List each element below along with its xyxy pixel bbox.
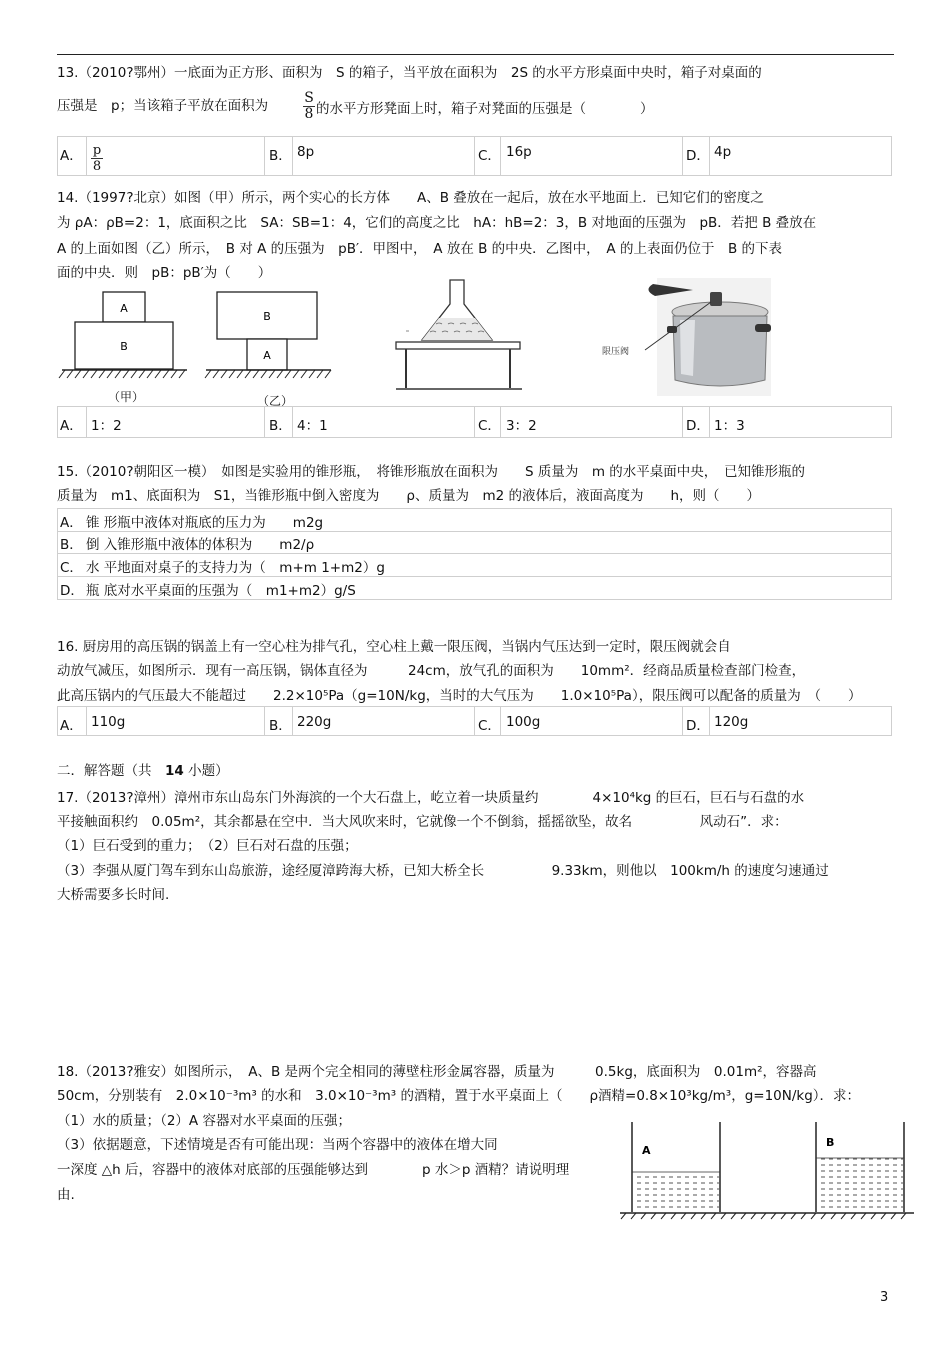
- q13-line2-b: 的水平方形凳面上时，箱子对凳面的压强是（ ）: [316, 101, 654, 117]
- q13-options: [57, 136, 892, 176]
- fig-jia-caption: （甲）: [108, 390, 145, 404]
- q16-option-c-value[interactable]: 100g: [506, 714, 541, 730]
- q15-option-b-text: 倒 入锥形瓶中液体的体积为 m2/ρ: [86, 537, 315, 553]
- q13-frac-num: S: [304, 90, 314, 106]
- q16-option-b-value[interactable]: 220g: [297, 714, 332, 730]
- q15-option-c-label: C．: [60, 560, 83, 576]
- figure-conical-flask: [392, 276, 527, 394]
- q14-option-a-label[interactable]: A．: [60, 418, 83, 434]
- q16-option-d-label[interactable]: D．: [686, 718, 710, 734]
- yi-label-a: A: [263, 349, 271, 362]
- q18-line1: 18.（2013?雅安）如图所示， A、B 是两个完全相同的薄壁柱形金属容器，质量为 0.5kg，底面积为 0.01m²，容器高: [57, 1064, 817, 1080]
- q13-line1: 13.（2010?鄂州）一底面为正方形、面积为 S 的箱子，当平放在面积为 2S 的水平方形桌面中央时，箱子对桌面的: [57, 65, 762, 81]
- q15-option-c-text: 水 平地面对桌子的支持力为（ m+m 1+m2）g: [86, 560, 385, 576]
- container-a-water: [633, 1172, 719, 1212]
- q16-option-a-label[interactable]: A．: [60, 718, 83, 734]
- q13-option-c-value[interactable]: 16p: [506, 144, 532, 160]
- top-rule: [57, 54, 894, 55]
- table-top: [396, 342, 520, 349]
- q17-line4: （3）李强从厦门驾车到东山岛旅游，途经厦漳跨海大桥，已知大桥全长 9.33km，则他以 100km/h 的速度匀速通过: [57, 863, 829, 879]
- figure-containers: [620, 1120, 915, 1222]
- q15-option-a-label: A．: [60, 515, 83, 531]
- q15-option-d-text: 瓶 底对水平桌面的压强为（ m1+m2）g/S: [86, 583, 356, 599]
- q14-line4: 面的中央．则 pB：pB′为（ ）: [57, 265, 272, 281]
- q16-option-d-value[interactable]: 120g: [714, 714, 749, 730]
- section2-prefix: 二．解答题（共: [57, 763, 165, 779]
- container-b-label: B: [826, 1136, 835, 1149]
- q15-option-a-text: 锥 形瓶中液体对瓶底的压力为 m2g: [86, 515, 324, 531]
- q14-option-a-value[interactable]: 1：2: [91, 418, 122, 434]
- valve-label: 限压阀: [602, 347, 630, 357]
- q13-option-d-value[interactable]: 4p: [714, 144, 732, 160]
- q16-option-b-label[interactable]: B．: [269, 718, 292, 734]
- q14-line1: 14.（1997?北京）如图（甲）所示，两个实心的长方体 A、B 叠放在一起后，放在水平地面上．已知它们的密度之: [57, 190, 764, 206]
- q14-line3: A 的上面如图（乙）所示， B 对 A 的压强为 pB′．甲图中， A 放在 B 的中央．乙图中， A 的上表面仍位于 B 的下表: [57, 241, 782, 257]
- q13-option-d-label[interactable]: D．: [686, 148, 710, 164]
- q13-line2-a: 压强是 p；当该箱子平放在面积为: [57, 98, 269, 114]
- q18-line6: 由.: [57, 1187, 75, 1203]
- q18-line3: （1）水的质量；（2）A 容器对水平桌面的压强；: [57, 1113, 351, 1129]
- q18-line2: 50cm，分别装有 2.0×10⁻³m³ 的水和 3.0×10⁻³m³ 的酒精，置于水平桌面上（ ρ酒精=0.8×10³kg/m³，g=10N/kg）．求：: [57, 1088, 861, 1104]
- q14-option-b-value[interactable]: 4：1: [297, 418, 328, 434]
- q16-option-c-label[interactable]: C．: [478, 718, 501, 734]
- container-b-alcohol: [817, 1158, 903, 1212]
- q17-line5: 大桥需要多长时间.: [57, 887, 170, 903]
- section2-heading: [57, 762, 229, 780]
- q14-option-b-label[interactable]: B．: [269, 418, 292, 434]
- figure-yi: [203, 286, 338, 406]
- q13-optA-num: p: [92, 143, 102, 158]
- page-number: 3: [880, 1290, 889, 1305]
- section2-count: 14: [165, 763, 184, 779]
- q13-option-b-value[interactable]: 8p: [297, 144, 315, 160]
- q15-option-a[interactable]: [57, 508, 892, 532]
- q18-line4: （3）依据题意，下述情境是否有可能出现：当两个容器中的液体在增大同: [57, 1137, 498, 1153]
- q13-option-a-label[interactable]: A．: [60, 148, 83, 164]
- q16-line1: 16. 厨房用的高压锅的锅盖上有一空心柱为排气孔，空心柱上戴一限压阀，当锅内气压达到一定时，限压阀就会自: [57, 639, 731, 655]
- q14-option-c-value[interactable]: 3：2: [506, 418, 537, 434]
- valve-shape: [710, 292, 722, 306]
- q13-option-b-label[interactable]: B．: [269, 148, 292, 164]
- q14-line2: 为 ρA：ρB=2：1，底面积之比 SA：SB=1：4，它们的高度之比 hA：hB=2：3，B 对地面的压强为 pB．若把 B 叠放在: [57, 215, 817, 231]
- q15-line1: 15.（2010?朝阳区一模） 如图是实验用的锥形瓶， 将锥形瓶放在面积为 S 质量为 m 的水平桌面中央， 已知锥形瓶的: [57, 464, 806, 480]
- q16-option-a-value[interactable]: 110g: [91, 714, 126, 730]
- q15-line2: 质量为 m1、底面积为 S1，当锥形瓶中倒入密度为 ρ、质量为 m2 的液体后，液面高度为 h，则（ ）: [57, 488, 761, 504]
- q16-line3: 此高压锅内的气压最大不能超过 2.2×10⁵Pa（g=10N/kg，当时的大气压为 1.0×10⁵Pa），限压阀可以配备的质量为 （ ）: [57, 688, 862, 704]
- q16-options: [57, 706, 892, 736]
- figure-pressure-cooker: [585, 276, 775, 401]
- q15-option-b[interactable]: [57, 531, 892, 554]
- q14-option-d-value[interactable]: 1：3: [714, 418, 745, 434]
- q15-option-b-label: B．: [60, 537, 83, 553]
- fig-yi-caption: （乙）: [257, 394, 294, 408]
- q13-fraction: [303, 92, 315, 121]
- q13-frac-den: 8: [304, 106, 314, 122]
- q13-option-a-fraction[interactable]: [91, 144, 103, 173]
- section2-suffix: 小题）: [183, 763, 229, 779]
- jia-label-b: B: [120, 340, 128, 353]
- q14-option-c-label[interactable]: C．: [478, 418, 501, 434]
- q14-option-d-label[interactable]: D．: [686, 418, 710, 434]
- container-a-label: A: [642, 1144, 651, 1157]
- q13-optA-den: 8: [92, 159, 102, 174]
- q14-options: [57, 406, 892, 438]
- q17-line3: （1）巨石受到的重力； （2）巨石对石盘的压强；: [57, 838, 358, 854]
- q17-line2: 平接触面积约 0.05m²，其余都悬在空中．当大风吹来时，它就像一个不倒翁，摇摇欲坠，故名 风动石”．求：: [57, 814, 788, 830]
- q18-line5: 一深度 △h 后，容器中的液体对底部的压强能够达到 p 水＞p 酒精？请说明理: [57, 1162, 570, 1178]
- q15-option-c[interactable]: [57, 554, 892, 577]
- q15-option-d-label: D．: [60, 583, 84, 599]
- yi-label-b: B: [263, 310, 271, 323]
- q17-line1: 17.（2013?漳州）漳州市东山岛东门外海滨的一个大石盘上，屹立着一块质量约 4×10⁴kg 的巨石，巨石与石盘的水: [57, 790, 805, 806]
- q13-option-c-label[interactable]: C．: [478, 148, 501, 164]
- jia-label-a: A: [120, 302, 128, 315]
- q16-line2: 动放气减压，如图所示．现有一高压锅，锅体直径为 24cm，放气孔的面积为 10mm²．经商品质量检查部门检查，: [57, 663, 806, 679]
- q15-option-d[interactable]: [57, 577, 892, 600]
